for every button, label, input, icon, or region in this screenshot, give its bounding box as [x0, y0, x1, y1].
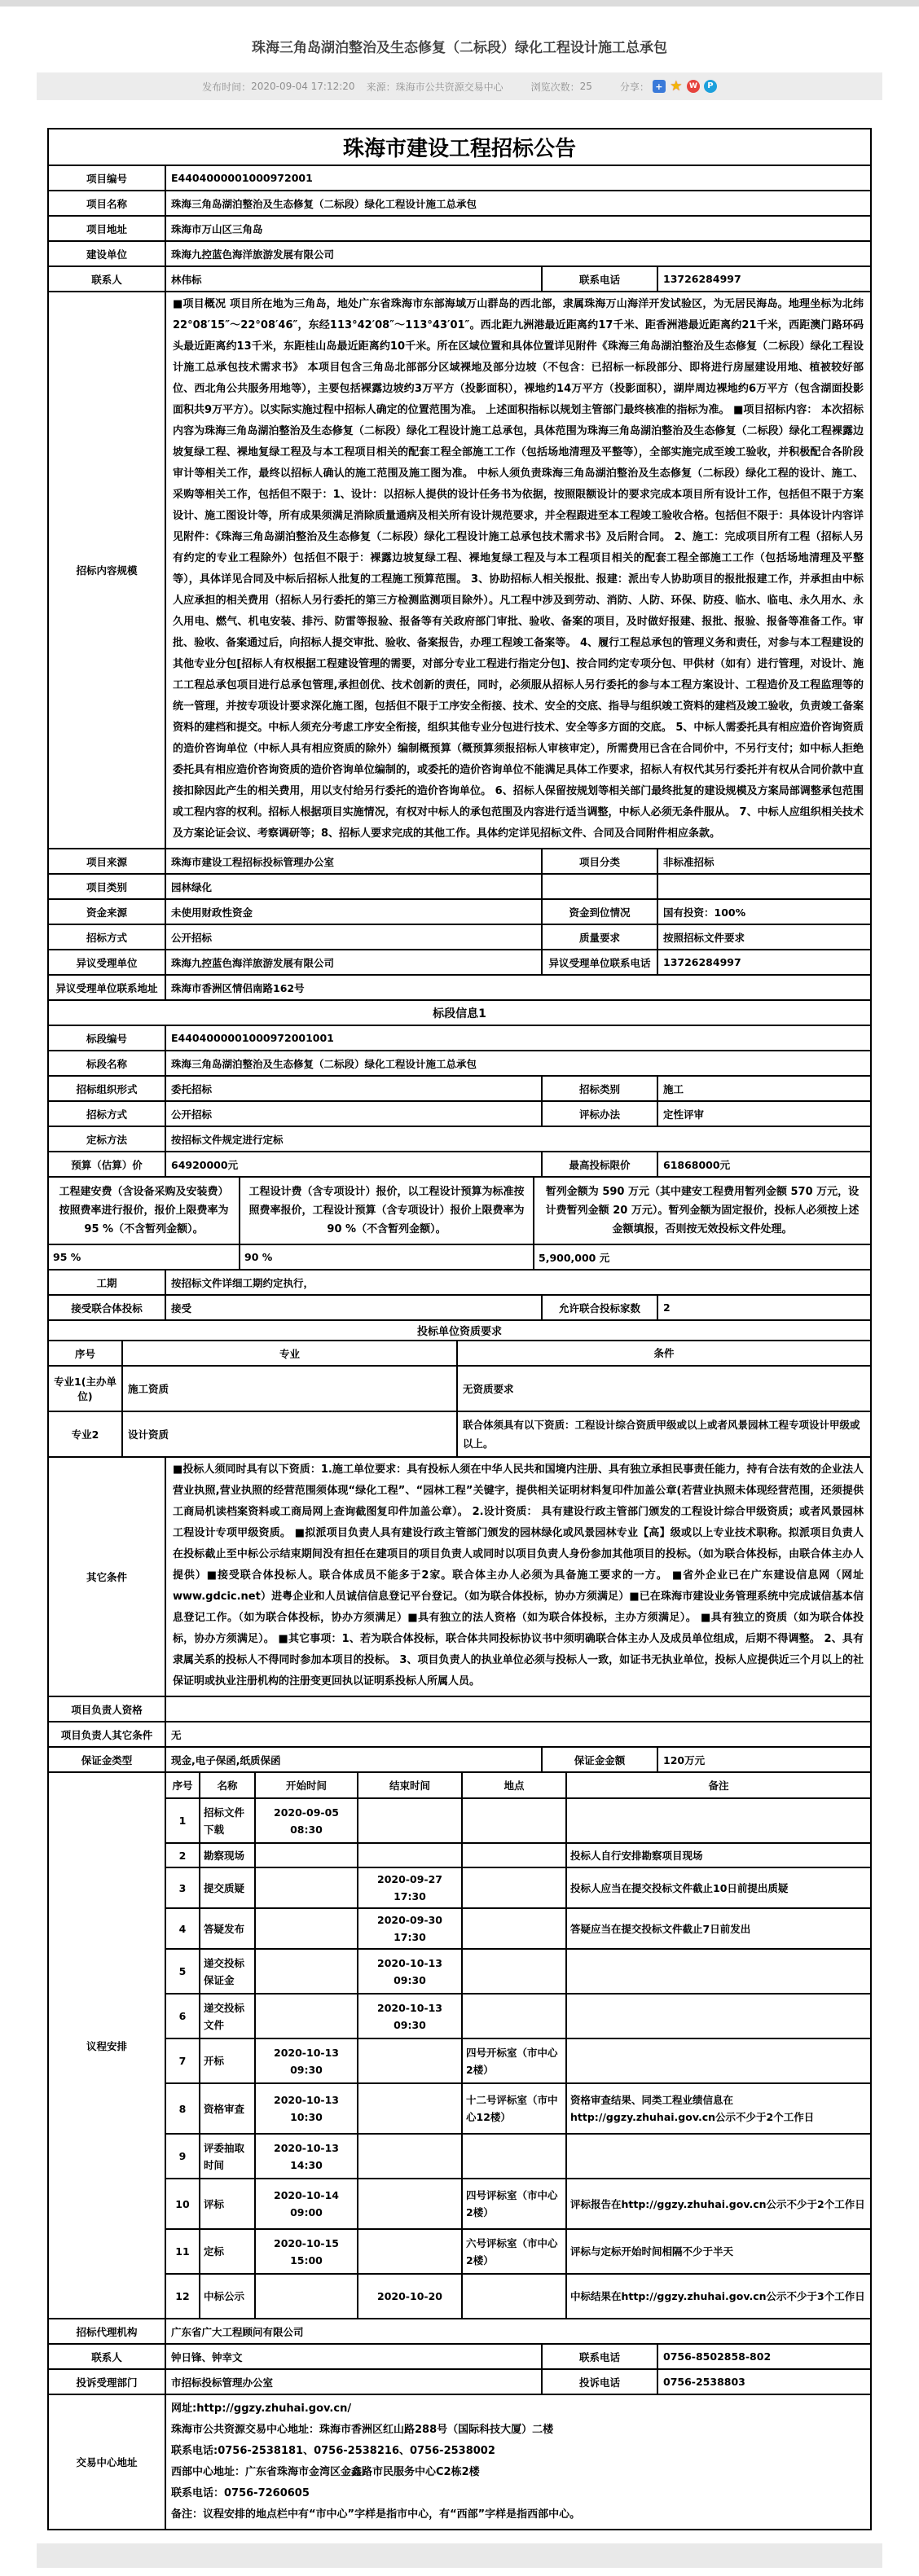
- bid-type-label: 招标类别: [541, 1077, 657, 1100]
- schedule-row-7: [166, 2038, 870, 2082]
- deposit-amount-value: 120万元: [657, 1748, 870, 1771]
- schedule-1-place: [461, 1799, 565, 1842]
- section-number-label: 标段编号: [86, 1032, 127, 1045]
- pm-other-conditions-value: 无: [165, 1722, 870, 1746]
- provisional-sum-value: 5,900,000 元: [533, 1245, 870, 1269]
- eval-method-value: 定性评审: [657, 1102, 870, 1126]
- org-form-value: 委托招标: [165, 1077, 541, 1100]
- schedule-col-start: 开始时间: [254, 1773, 357, 1797]
- schedule-row-12: [166, 2273, 870, 2318]
- schedule-5-name: 递交投标保证金: [199, 1950, 254, 1993]
- row-org-form: [49, 1075, 870, 1100]
- schedule-6-no: 6: [178, 2010, 187, 2022]
- row-project-category: [49, 873, 870, 898]
- contact-phone-label: 联系电话: [541, 267, 657, 291]
- qual-1-major: 施工资质: [121, 1367, 456, 1411]
- quality-value: 按照招标文件要求: [657, 925, 870, 949]
- row-section-number: [49, 1025, 870, 1050]
- qualification-row-2: [49, 1411, 870, 1456]
- qualification-row-1: [49, 1365, 870, 1411]
- schedule-2-no: 2: [178, 1849, 187, 1862]
- row-agency-contact: [49, 2343, 870, 2368]
- source-label: 来源：: [366, 81, 396, 93]
- bid-method-value: 公开招标: [165, 925, 541, 949]
- schedule-12-end: 2020-10-20: [357, 2275, 461, 2318]
- design-fee-desc: 工程设计费（含专项设计）报价，以工程设计预算为标准按照费率报价，工程设计预算（含专项设计）报价上限费率为 90 %（不含暂列金额）。: [239, 1178, 533, 1244]
- row-fee-values: [49, 1244, 870, 1269]
- agency-contact-value: 钟日锋、钟幸文: [165, 2345, 541, 2368]
- project-number-value: E4404000001000972001: [165, 166, 870, 190]
- schedule-12-note: 中标结果在http://ggzy.zhuhai.gov.cn公示不少于3个工作日: [565, 2275, 870, 2318]
- schedule-3-place: [461, 1868, 565, 1907]
- schedule-8-place: 十二号评标室（市中心12楼）: [461, 2084, 565, 2133]
- max-price-label: 最高投标限价: [541, 1152, 657, 1176]
- project-source-label: 项目来源: [86, 855, 127, 868]
- center-main-phones: 联系电话:0756-2538181、0756-2538216、0756-2538002: [171, 2445, 495, 2457]
- row-project-name: [49, 190, 870, 215]
- row-fee-descriptions: [49, 1176, 870, 1244]
- qual-2-cond: 联合体须具有以下资质：工程设计综合资质甲级或以上或者风景园林工程专项设计甲级或以上。: [456, 1412, 870, 1456]
- weibo-icon[interactable]: W: [687, 80, 700, 93]
- provisional-sum-desc: 暂列金额为 590 万元（其中建安工程费用暂列金额 570 万元，设计费暂列金额 20 万元）。暂列金额为固定报价，投标人必须按上述金额填报，否则按无效投标文件处理。: [533, 1178, 870, 1244]
- qual-1-cond: 无资质要求: [456, 1367, 870, 1411]
- schedule-col-end: 结束时间: [357, 1773, 461, 1797]
- schedule-7-name: 开标: [199, 2039, 254, 2082]
- row-builder: [49, 240, 870, 265]
- schedule-2-place: [461, 1844, 565, 1867]
- eval-method-label: 评标办法: [541, 1102, 657, 1126]
- schedule-7-end: [357, 2039, 461, 2082]
- project-category-value: 园林绿化: [165, 875, 541, 898]
- center-west-phone: 联系电话：0756-7260605: [171, 2487, 310, 2499]
- deposit-type-value: 现金,电子保函,纸质保函: [165, 1748, 541, 1771]
- row-project-number: [49, 165, 870, 190]
- schedule-row-1: [166, 1797, 870, 1842]
- schedule-5-end: 2020-10-13 09:30: [357, 1950, 461, 1993]
- schedule-row-5: [166, 1948, 870, 1993]
- source-value: 珠海市公共资源交易中心: [395, 81, 503, 93]
- bid-type-value: 施工: [657, 1077, 870, 1100]
- row-deposit: [49, 1746, 870, 1771]
- objection-phone-label: 异议受理单位联系电话: [541, 950, 657, 974]
- qzone-star-icon[interactable]: ★: [670, 77, 683, 94]
- qual-col-no: 序号: [74, 1347, 95, 1360]
- share-icons: [653, 77, 717, 94]
- schedule-2-end: [357, 1844, 461, 1867]
- qq-icon[interactable]: P: [704, 80, 717, 93]
- empty-value: [657, 875, 870, 898]
- pm-qualification-value: [165, 1697, 870, 1721]
- schedule-6-end: 2020-10-13 09:30: [357, 1995, 461, 2038]
- schedule-7-start: 2020-10-13 09:30: [254, 2039, 357, 2082]
- schedule-10-end: [357, 2179, 461, 2228]
- empty-label: [541, 875, 657, 898]
- schedule-5-start: [254, 1950, 357, 1993]
- schedule-3-name: 提交质疑: [199, 1868, 254, 1907]
- row-budget: [49, 1151, 870, 1176]
- schedule-table: [165, 1773, 870, 2318]
- duration-label: 工期: [96, 1276, 117, 1289]
- schedule-row-6: [166, 1993, 870, 2038]
- schedule-4-end: 2020-09-30 17:30: [357, 1909, 461, 1948]
- section-header: 标段信息1: [49, 999, 870, 1025]
- schedule-8-start: 2020-10-13 10:30: [254, 2084, 357, 2133]
- budget-label: 预算（估算）价: [71, 1158, 143, 1171]
- schedule-4-no: 4: [178, 1922, 187, 1935]
- pm-qualification-label: 项目负责人资格: [71, 1703, 143, 1716]
- center-remark: 备注：议程安排的地点栏中有“市中心”字样是指市中心，有“西部”字样是指西部中心。: [171, 2508, 581, 2521]
- schedule-row-10: [166, 2178, 870, 2228]
- schedule-8-no: 8: [178, 2102, 187, 2115]
- schedule-11-start: 2020-10-15 15:00: [254, 2230, 357, 2273]
- qualification-column-headers: [49, 1340, 870, 1365]
- schedule-10-no: 10: [175, 2197, 190, 2210]
- center-website: 网址:http://ggzy.zhuhai.gov.cn/: [171, 2403, 352, 2415]
- schedule-3-no: 3: [178, 1881, 187, 1894]
- section-name-value: 珠海三角岛湖泊整治及生态修复（二标段）绿化工程设计施工总承包: [165, 1051, 870, 1075]
- schedule-6-note: [565, 1995, 870, 2038]
- views-label: 浏览次数：: [530, 81, 580, 93]
- objection-address-label: 异议受理单位联系地址: [55, 981, 158, 994]
- schedule-7-note: [565, 2039, 870, 2082]
- section-name-label: 标段名称: [86, 1057, 127, 1070]
- schedule-8-note: 资格审查结果、同类工程业绩信息在http://ggzy.zhuhai.gov.cn公示不少于2个工作日: [565, 2084, 870, 2133]
- bid-method-label: 招标方式: [86, 931, 127, 944]
- center-address-value: [165, 2395, 870, 2529]
- footer-bar: [37, 2543, 882, 2568]
- other-conditions-value: ■投标人须同时具有以下资质：1.施工单位要求：具有投标人须在中华人民共和国境内注册、具有独立承担民事责任能力，持有合法有效的企业法人营业执照,营业执照的经营范围须体现“绿化工程”、“园林工程”关键字，提供相关证明材料复印件加盖公章(若营业执照未体现经营范围，还须提供工商局机读档案资料或工商局网上查询截图复印件加盖公章）。 2.设计资质： 具有建设行政主管部门颁发的工程设计综合甲级资质；或者风景园林工程设计专项甲级资质。 ■拟派项目负责人具有建设行政主管部门颁发的园林绿化或风景园林专业【高】级或以上专业技术职称。拟派项目负责人在投标截止至中标公示结束期间没有担任在建项目的项目负责人或同时以项目负责人身份参加其他项目的投标。（如为联合体投标，由联合体主办人提供）■接受联合体投标人。联合体成员不能多于2家。联合体主办人必须为具备施工要求的一方。 ■省外企业已在广东建设信息网（网址www.gdcic.net）进粤企业和人员诚信信息登记平台登记。（如为联合体投标，协办方须满足）■已在珠海市建设业务管理系统中完成诚信基本信息登记工作。（如为联合体投标，协办方须满足）■具有独立的法人资格（如为联合体投标，主办方须满足）。 ■具有独立的资质（如为联合体投标，协办方须满足）。 ■其它事项：1、若为联合体投标，联合体共同投标协议书中须明确联合体主办人及成员单位组成，后期不得调整。 2、具有隶属关系的投标人不得同时参加本项目的投标。 3、项目负责人的执业单位必须与投标人一致，如证书无执业单位，投标人应提供近三个月以上的社保证明或执业注册机构的注册变更回执以证明系投标人所属人员。: [165, 1458, 870, 1696]
- schedule-10-start: 2020-10-14 09:00: [254, 2179, 357, 2228]
- schedule-row-11: [166, 2228, 870, 2273]
- fund-status-label: 资金到位情况: [541, 900, 657, 924]
- schedule-6-place: [461, 1995, 565, 2038]
- schedule-1-note: [565, 1799, 870, 1842]
- schedule-row-8: [166, 2082, 870, 2133]
- project-name-label: 项目名称: [86, 197, 127, 210]
- joint-count-label: 允许联合投标家数: [541, 1296, 657, 1319]
- joint-bid-label: 接受联合体投标: [71, 1301, 143, 1314]
- schedule-7-no: 7: [178, 2055, 187, 2067]
- award-method-label: 定标方法: [86, 1133, 127, 1146]
- schedule-5-note: [565, 1950, 870, 1993]
- publish-time-value: 2020-09-04 17:12:20: [251, 81, 355, 92]
- row-objection-unit: [49, 949, 870, 974]
- objection-unit-label: 异议受理单位: [76, 956, 138, 969]
- fund-source-value: 未使用财政性资金: [165, 900, 541, 924]
- bid-scope-label: 招标内容规模: [76, 564, 138, 577]
- schedule-1-name: 招标文件下载: [199, 1799, 254, 1842]
- schedule-12-no: 12: [175, 2290, 190, 2302]
- tender-notice-table: [47, 128, 872, 2530]
- center-west-address: 西部中心地址：广东省珠海市金湾区金鑫路市民服务中心C2栋2楼: [171, 2466, 480, 2478]
- duration-value: 按招标文件详细工期约定执行，: [165, 1270, 870, 1294]
- schedule-10-place: 四号评标室（市中心2楼）: [461, 2179, 565, 2228]
- schedule-2-note: 投标人自行安排勘察项目现场: [565, 1844, 870, 1867]
- complaint-dept-label: 投诉受理部门: [76, 2376, 138, 2389]
- other-conditions-label: 其它条件: [86, 1571, 127, 1583]
- complaint-phone-value: 0756-2538803: [657, 2370, 870, 2394]
- schedule-9-end: [357, 2135, 461, 2178]
- schedule-4-note: 答疑应当在提交投标文件截止7日前发出: [565, 1909, 870, 1948]
- schedule-col-note: 备注: [565, 1773, 870, 1797]
- schedule-12-name: 中标公示: [199, 2275, 254, 2318]
- share-label: 分享：: [619, 81, 649, 93]
- deposit-amount-label: 保证金金额: [541, 1748, 657, 1771]
- schedule-7-place: 四号开标室（市中心2楼）: [461, 2039, 565, 2082]
- row-center-address: [49, 2394, 870, 2529]
- row-section-name: [49, 1050, 870, 1075]
- section-number-value: E4404000001000972001001: [165, 1026, 870, 1050]
- contact-value: 林伟标: [165, 267, 541, 291]
- center-main-address: 珠海市公共资源交易中心地址：珠海市香洲区红山路288号（国际科技大厦）二楼: [171, 2424, 554, 2436]
- schedule-8-name: 资格审查: [199, 2084, 254, 2133]
- schedule-9-start: 2020-10-13 14:30: [254, 2135, 357, 2178]
- row-fund-source: [49, 898, 870, 924]
- org-form-label: 招标组织形式: [76, 1082, 138, 1095]
- schedule-col-place: 地点: [461, 1773, 565, 1797]
- schedule-11-name: 定标: [199, 2230, 254, 2273]
- schedule-column-headers: [166, 1773, 870, 1797]
- pm-other-conditions-label: 项目负责人其它条件: [60, 1728, 153, 1741]
- schedule-9-name: 评委抽取时间: [199, 2135, 254, 2178]
- qual-col-major: 专业: [121, 1341, 456, 1365]
- fund-status-value: 国有投资：100%: [657, 900, 870, 924]
- row-bid-method: [49, 924, 870, 949]
- schedule-12-start: [254, 2275, 357, 2318]
- construction-fee-rate: 95 %: [53, 1251, 81, 1263]
- row-bid-method-2: [49, 1100, 870, 1126]
- schedule-2-name: 勘察现场: [199, 1844, 254, 1867]
- bid-method-2-label: 招标方式: [86, 1108, 127, 1121]
- row-pm-qualification: [49, 1696, 870, 1721]
- page: [0, 7, 919, 2576]
- row-project-source: [49, 848, 870, 873]
- agency-phone-label: 联系电话: [541, 2345, 657, 2368]
- project-source-value: 珠海市建设工程招标投标管理办公室: [165, 849, 541, 873]
- schedule-1-end: [357, 1799, 461, 1842]
- project-name-value: 珠海三角岛湖泊整治及生态修复（二标段）绿化工程设计施工总承包: [165, 191, 870, 215]
- publish-time-label: 发布时间：: [202, 81, 252, 93]
- center-address-label: 交易中心地址: [76, 2456, 138, 2468]
- agency-contact-label: 联系人: [91, 2350, 122, 2363]
- qual-1-no: 专业1(主办单位): [54, 1376, 117, 1402]
- agency-label: 招标代理机构: [76, 2325, 138, 2338]
- fund-source-label: 资金来源: [86, 906, 127, 919]
- schedule-col-name: 名称: [199, 1773, 254, 1797]
- contact-label: 联系人: [91, 273, 122, 286]
- schedule-5-place: [461, 1950, 565, 1993]
- schedule-11-place: 六号评标室（市中心2楼）: [461, 2230, 565, 2273]
- row-project-address: [49, 215, 870, 240]
- schedule-6-name: 递交投标文件: [199, 1995, 254, 2038]
- share-more-icon[interactable]: +: [653, 80, 666, 93]
- schedule-5-no: 5: [178, 1965, 187, 1977]
- project-class-label: 项目分类: [541, 849, 657, 873]
- objection-address-value: 珠海市香洲区情侣南路162号: [165, 976, 870, 999]
- contact-phone-value: 13726284997: [657, 267, 870, 291]
- row-bid-scope: [49, 291, 870, 848]
- page-title: 珠海三角岛湖泊整治及生态修复（二标段）绿化工程设计施工总承包: [252, 40, 667, 56]
- project-number-label: 项目编号: [86, 172, 127, 185]
- quality-label: 质量要求: [541, 925, 657, 949]
- objection-unit-value: 珠海九控蓝色海洋旅游发展有限公司: [165, 950, 541, 974]
- deposit-type-label: 保证金类型: [81, 1753, 133, 1766]
- schedule-4-start: [254, 1909, 357, 1948]
- construction-fee-desc: 工程建安费（含设备采购及安装费）按照费率进行报价，报价上限费率为 95 %（不含暂列金额）。: [59, 1186, 229, 1235]
- builder-label: 建设单位: [86, 248, 127, 261]
- schedule-10-note: 评标报告在http://ggzy.zhuhai.gov.cn公示不少于2个工作日: [565, 2179, 870, 2228]
- row-joint-bid: [49, 1294, 870, 1319]
- schedule-3-start: [254, 1868, 357, 1907]
- schedule-2-start: [254, 1844, 357, 1867]
- schedule-12-place: [461, 2275, 565, 2318]
- row-complaint: [49, 2368, 870, 2394]
- schedule-row-3: [166, 1867, 870, 1907]
- row-duration: [49, 1269, 870, 1294]
- agency-value: 广东省广大工程顾问有限公司: [165, 2319, 870, 2343]
- objection-phone-value: 13726284997: [657, 950, 870, 974]
- schedule-11-end: [357, 2230, 461, 2273]
- qual-2-no: 专业2: [71, 1428, 99, 1441]
- schedule-9-place: [461, 2135, 565, 2178]
- award-method-value: 按招标文件规定进行定标: [165, 1127, 870, 1151]
- schedule-1-no: 1: [178, 1815, 187, 1827]
- schedule-4-name: 答疑发布: [199, 1909, 254, 1948]
- row-objection-address: [49, 974, 870, 999]
- schedule-10-name: 评标: [199, 2179, 254, 2228]
- row-agency: [49, 2318, 870, 2343]
- schedule-col-no: 序号: [172, 1779, 193, 1792]
- row-award-method: [49, 1126, 870, 1151]
- meta-bar: [37, 72, 882, 100]
- qual-col-cond: 条件: [456, 1341, 870, 1365]
- project-class-value: 非标准招标: [657, 849, 870, 873]
- schedule-6-start: [254, 1995, 357, 2038]
- schedule-1-start: 2020-09-05 08:30: [254, 1799, 357, 1842]
- row-pm-other-conditions: [49, 1721, 870, 1746]
- project-category-label: 项目类别: [86, 880, 127, 893]
- top-divider: [0, 0, 919, 7]
- max-price-value: 61868000元: [657, 1152, 870, 1176]
- schedule-9-note: [565, 2135, 870, 2178]
- schedule-11-note: 评标与定标开始时间相隔不少于半天: [565, 2230, 870, 2273]
- schedule-9-no: 9: [178, 2150, 187, 2162]
- project-address-value: 珠海市万山区三角岛: [165, 217, 870, 240]
- schedule-row-2: [166, 1842, 870, 1867]
- bid-scope-value: ■项目概况 项目所在地为三角岛，地处广东省珠海市东部海域万山群岛的西北部，隶属珠海万山海洋开发试验区，为无居民海岛。地理坐标为北纬22°08′15″～22°08′46″，东经113°42′08″～113°43′01″。西北距九洲港最近距离约17千米、距香洲港最近距离约21千米，西距澳门路环码头最近距离约13千米，东距桂山岛最近距离约10千米。所在区域位置和具体位置详见附件《珠海三角岛湖泊整治及生态修复（二标段）绿化工程设计施工总承包技术需求书》 本项目包含三角岛北部部分区域裸地及部分边坡（不包含：已招标一标段部分、即将进行房屋建设用地、植被较好部位、西北角公共服务用地等），主要包括裸露边坡约3万平方（投影面积），裸地约14万平方（投影面积），湖岸周边裸地约6万平方（包含湖面投影面积共9万平方）。以实际实施过程中招标人确定的位置范围为准。 上述面积指标以规划主管部门最终核准的指标为准。 ■项目招标内容： 本次招标内容为珠海三角岛湖泊整治及生态修复（二标段）绿化工程设计施工总承包，具体范围为珠海三角岛湖泊整治及生态修复（二标段）绿化工程裸露边坡复绿工程、裸地复绿工程及与本工程项目相关的配套工程全部施工工作（包括场地清理及平整等），全部实施完成至竣工验收，并积极配合各阶段审计等相关工作，最终以招标人确认的施工范围及施工图为准。 中标人须负责珠海三角岛湖泊整治及生态修复（二标段）绿化工程的设计、施工、采购等相关工作，包括但不限于：1、设计：以招标人提供的设计任务书为依据，按照限额设计的要求完成本项目所有设计工作，包括但不限于方案设计、施工图设计等，所有成果须满足消除质量通病及相关所有设计规范要求，并全程跟进至本工程竣工验收合格。包括但不限于：具体设计内容详见附件：《珠海三角岛湖泊整治及生态修复（二标段）绿化工程设计施工总承包技术需求书》及后附合同。 2、施工：完成项目所有工程（招标人另有约定的专业工程除外）包括但不限于：裸露边坡复绿工程、裸地复绿工程及与本工程项目相关的配套工程全部施工工作（包括场地清理及平整等），具体详见合同及中标后招标人批复的工程施工预算范围。 3、协助招标人相关报批、报建：派出专人协助项目的报批报建工作，并承担由中标人应承担的相关费用（招标人另行委托的第三方检测监测项目除外）。凡工程中涉及到劳动、消防、人防、环保、防疫、临水、临电、永久用水、永久用电、燃气、机电安装、排污、防雷等报验、报备等有关政府部门审批、验收、备案的项目，及时做好报建、报批、报验、报备等准备工作。审批、验收、备案通过后，向招标人提交审批、验收、备案报告，办理工程竣工备案等。 4、履行工程总承包的管理义务和责任，对参与本工程建设的其他专业分包[招标人有权根据工程建设管理的需要，对部分专业工程进行指定分包]、按合同约定专项分包、甲供材（如有）进行管理，对设计、施工工程总承包项目进行总承包管理,承担创优、技术创新的责任，同时，必须服从招标人另行委托的参与本工程方案设计、工程造价及工程监理等的统一管理，并按专项设计要求深化施工图，包括但不限于工序安全衔接、技术、安全的交底、指导与组织竣工资料的建档及竣工验收，负责竣工备案资料的建档和提交。中标人须充分考虑工序安全衔接，组织其他专业分包进行技术、安全等多方面的交底。 5、中标人需委托具有相应造价咨询资质的造价咨询单位（中标人具有相应资质的除外）编制概预算（概预算须报招标人审核审定），所需费用已含在合同价中，不另行支付；如中标人拒绝委托具有相应造价咨询资质的造价咨询单位编制的，或委托的造价咨询单位不能满足具体工作要求，招标人有权代其另行委托并有权从合同价款中直接扣除因此产生的相关费用，用以支付给另行委托的造价咨询单位。 6、招标人保留按规划等相关部门最终批复的建设规模及方案局部调整承包范围或工程内容的权利。招标人根据项目实施情况，有权对中标人的承包范围及内容进行适当调整，中标人必须无条件服从。 7、中标人应组织相关技术及方案论证会议、考察调研等；8、招标人要求完成的其他工作。具体约定详见招标文件、合同及合同附件相应条款。: [165, 292, 870, 848]
- builder-value: 珠海九控蓝色海洋旅游发展有限公司: [165, 242, 870, 265]
- schedule-row-4: [166, 1907, 870, 1948]
- qual-2-major: 设计资质: [121, 1412, 456, 1456]
- schedule-8-end: [357, 2084, 461, 2133]
- schedule-3-end: 2020-09-27 17:30: [357, 1868, 461, 1907]
- joint-bid-value: 接受: [165, 1296, 541, 1319]
- row-other-conditions: [49, 1456, 870, 1696]
- design-fee-rate: 90 %: [239, 1245, 533, 1269]
- schedule-4-place: [461, 1909, 565, 1948]
- schedule-label: 议程安排: [86, 2039, 127, 2052]
- row-contact: [49, 265, 870, 291]
- schedule-11-no: 11: [175, 2245, 190, 2258]
- views-value: 25: [579, 81, 592, 92]
- bid-method-2-value: 公开招标: [165, 1102, 541, 1126]
- notice-title: 珠海市建设工程招标公告: [342, 137, 576, 161]
- project-address-label: 项目地址: [86, 222, 127, 235]
- complaint-phone-label: 投诉电话: [541, 2370, 657, 2394]
- budget-value: 64920000元: [165, 1152, 541, 1176]
- joint-count-value: 2: [657, 1296, 870, 1319]
- schedule-row-9: [166, 2133, 870, 2178]
- complaint-dept-value: 市招标投标管理办公室: [165, 2370, 541, 2394]
- schedule-3-note: 投标人应当在提交投标文件截止10日前提出质疑: [565, 1868, 870, 1907]
- agency-phone-value: 0756-8502858-802: [657, 2345, 870, 2368]
- qualification-header: 投标单位资质要求: [49, 1319, 870, 1340]
